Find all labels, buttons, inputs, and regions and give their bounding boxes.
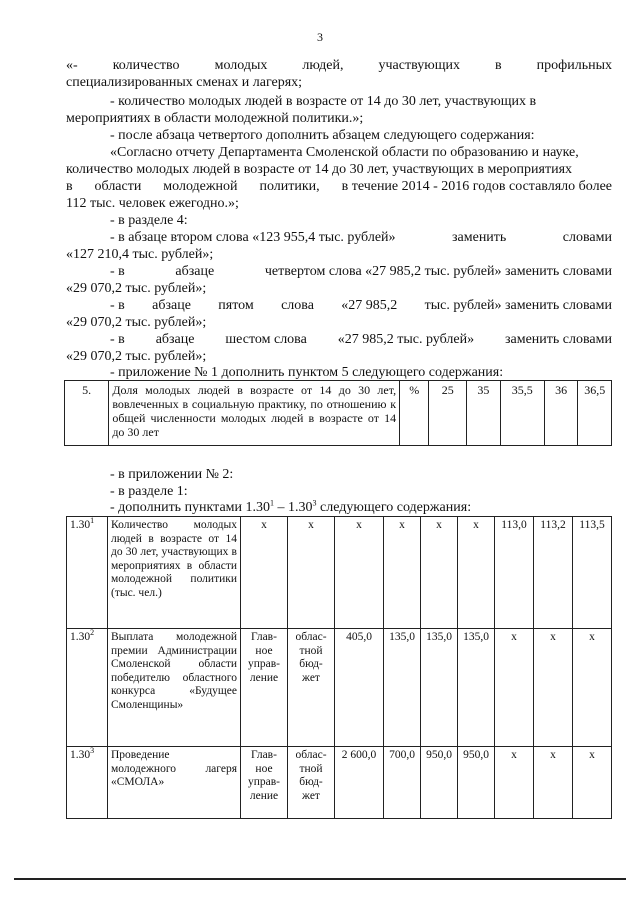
table-cell: Выплата молодежной премии Администрации Смоленской области победителю областного конкурса «Будущее Смоленщины» bbox=[108, 629, 241, 747]
table-cell: x bbox=[421, 517, 458, 629]
paragraph-line: - в разделе 4: bbox=[110, 213, 188, 228]
table-cell: облас-тной бюд-жет bbox=[288, 629, 335, 747]
paragraph-line: - в приложении № 2: bbox=[110, 467, 234, 482]
table-cell: 135,0 bbox=[458, 629, 495, 747]
table-cell: 5. bbox=[65, 381, 109, 446]
table-cell: 700,0 bbox=[384, 747, 421, 819]
table-cell: x bbox=[573, 629, 612, 747]
paragraph-line: - в абзаце четвертом слова «27 985,2 тыс. рублей» заменить словами bbox=[110, 264, 612, 279]
table-row bbox=[65, 381, 612, 446]
table-cell: 35 bbox=[467, 381, 501, 446]
appendix1-table bbox=[64, 380, 612, 446]
table-cell: % bbox=[400, 381, 429, 446]
table-cell: 1.30$^2$ bbox=[67, 629, 108, 747]
paragraph-line: - приложение № 1 дополнить пунктом 5 следующего содержания: bbox=[110, 365, 504, 380]
table-cell: x bbox=[384, 517, 421, 629]
table-cell: x bbox=[288, 517, 335, 629]
table-cell: 113,0 bbox=[495, 517, 534, 629]
table-cell: 36,5 bbox=[578, 381, 612, 446]
table-cell: x bbox=[241, 517, 288, 629]
table-cell: Проведение молодежного лагеря «СМОЛА» bbox=[108, 747, 241, 819]
table-cell: 405,0 bbox=[335, 629, 384, 747]
paragraph-line: - количество молодых людей в возрасте от 14 до 30 лет, участвующих в bbox=[110, 94, 537, 109]
table-cell: 113,5 bbox=[573, 517, 612, 629]
paragraph-line: мероприятиях в области молодежной политики.»; bbox=[66, 111, 364, 126]
table-cell: x bbox=[458, 517, 495, 629]
paragraph-line: «Согласно отчету Департамента Смоленской области по образованию и науке, bbox=[110, 145, 579, 160]
paragraph-line: «29 070,2 тыс. рублей»; bbox=[66, 315, 207, 330]
table-cell: Доля молодых людей в возрасте от 14 до 30 лет, вовлеченных в социальную практику, по отношению к общей численности молодых людей в возрасте от 14 до 30 лет bbox=[109, 381, 400, 446]
paragraph-line: «127 210,4 тыс. рублей»; bbox=[66, 247, 214, 262]
table-cell: Глав-ное управ-ление bbox=[241, 747, 288, 819]
paragraph-line: - дополнить пунктами 1.30$^1$ – 1.30$^3$ следующего содержания: bbox=[110, 498, 472, 515]
paragraph-line: - после абзаца четвертого дополнить абзацем следующего содержания: bbox=[110, 128, 535, 143]
paragraph-line: «29 070,2 тыс. рублей»; bbox=[66, 349, 207, 364]
paragraph-line: «29 070,2 тыс. рублей»; bbox=[66, 281, 207, 296]
table-cell: x bbox=[495, 629, 534, 747]
table-row bbox=[67, 629, 612, 747]
table-cell: x bbox=[534, 629, 573, 747]
table-cell: x bbox=[495, 747, 534, 819]
page-number: 3 bbox=[317, 30, 323, 44]
table-row bbox=[67, 517, 612, 629]
table-cell: 1.30$^3$ bbox=[67, 747, 108, 819]
paragraph-line: - в разделе 1: bbox=[110, 484, 188, 499]
paragraph-line: 112 тыс. человек ежегодно.»; bbox=[66, 196, 239, 211]
table-cell: x bbox=[335, 517, 384, 629]
table-row bbox=[67, 747, 612, 819]
table-cell: 2 600,0 bbox=[335, 747, 384, 819]
table-cell: 135,0 bbox=[384, 629, 421, 747]
table-cell: 135,0 bbox=[421, 629, 458, 747]
paragraph-line: - в абзаце шестом слова «27 985,2 тыс. рублей» заменить словами bbox=[110, 332, 612, 347]
table-cell: 35,5 bbox=[500, 381, 544, 446]
footer-divider bbox=[14, 878, 626, 880]
paragraph-line: - в абзаце пятом слова «27 985,2 тыс. рублей» заменить словами bbox=[110, 298, 612, 313]
table-cell: x bbox=[534, 747, 573, 819]
paragraph-line: специализированных сменах и лагерях; bbox=[66, 75, 303, 90]
paragraph-line: в области молодежной политики, в течение 2014 - 2016 годов составляло более bbox=[66, 179, 612, 194]
paragraph-line: «- количество молодых людей, участвующих в профильных bbox=[66, 58, 612, 73]
table-cell: облас-тной бюд-жет bbox=[288, 747, 335, 819]
table-cell: 113,2 bbox=[534, 517, 573, 629]
table-cell: Количество молодых людей в возрасте от 14 до 30 лет, участвующих в мероприятиях в области молодежной политики (тыс. чел.) bbox=[108, 517, 241, 629]
table-cell: Глав-ное управ-ление bbox=[241, 629, 288, 747]
table-cell: 25 bbox=[429, 381, 467, 446]
appendix2-table bbox=[66, 516, 612, 819]
table-cell: 36 bbox=[544, 381, 578, 446]
paragraph-line: - в абзаце втором слова «123 955,4 тыс. рублей» заменить словами bbox=[110, 230, 612, 245]
table-cell: x bbox=[573, 747, 612, 819]
paragraph-line: количество молодых людей в возрасте от 14 до 30 лет, участвующих в мероприятиях bbox=[66, 162, 573, 177]
table-cell: 950,0 bbox=[458, 747, 495, 819]
table-cell: 950,0 bbox=[421, 747, 458, 819]
table-cell: 1.30$^1$ bbox=[67, 517, 108, 629]
